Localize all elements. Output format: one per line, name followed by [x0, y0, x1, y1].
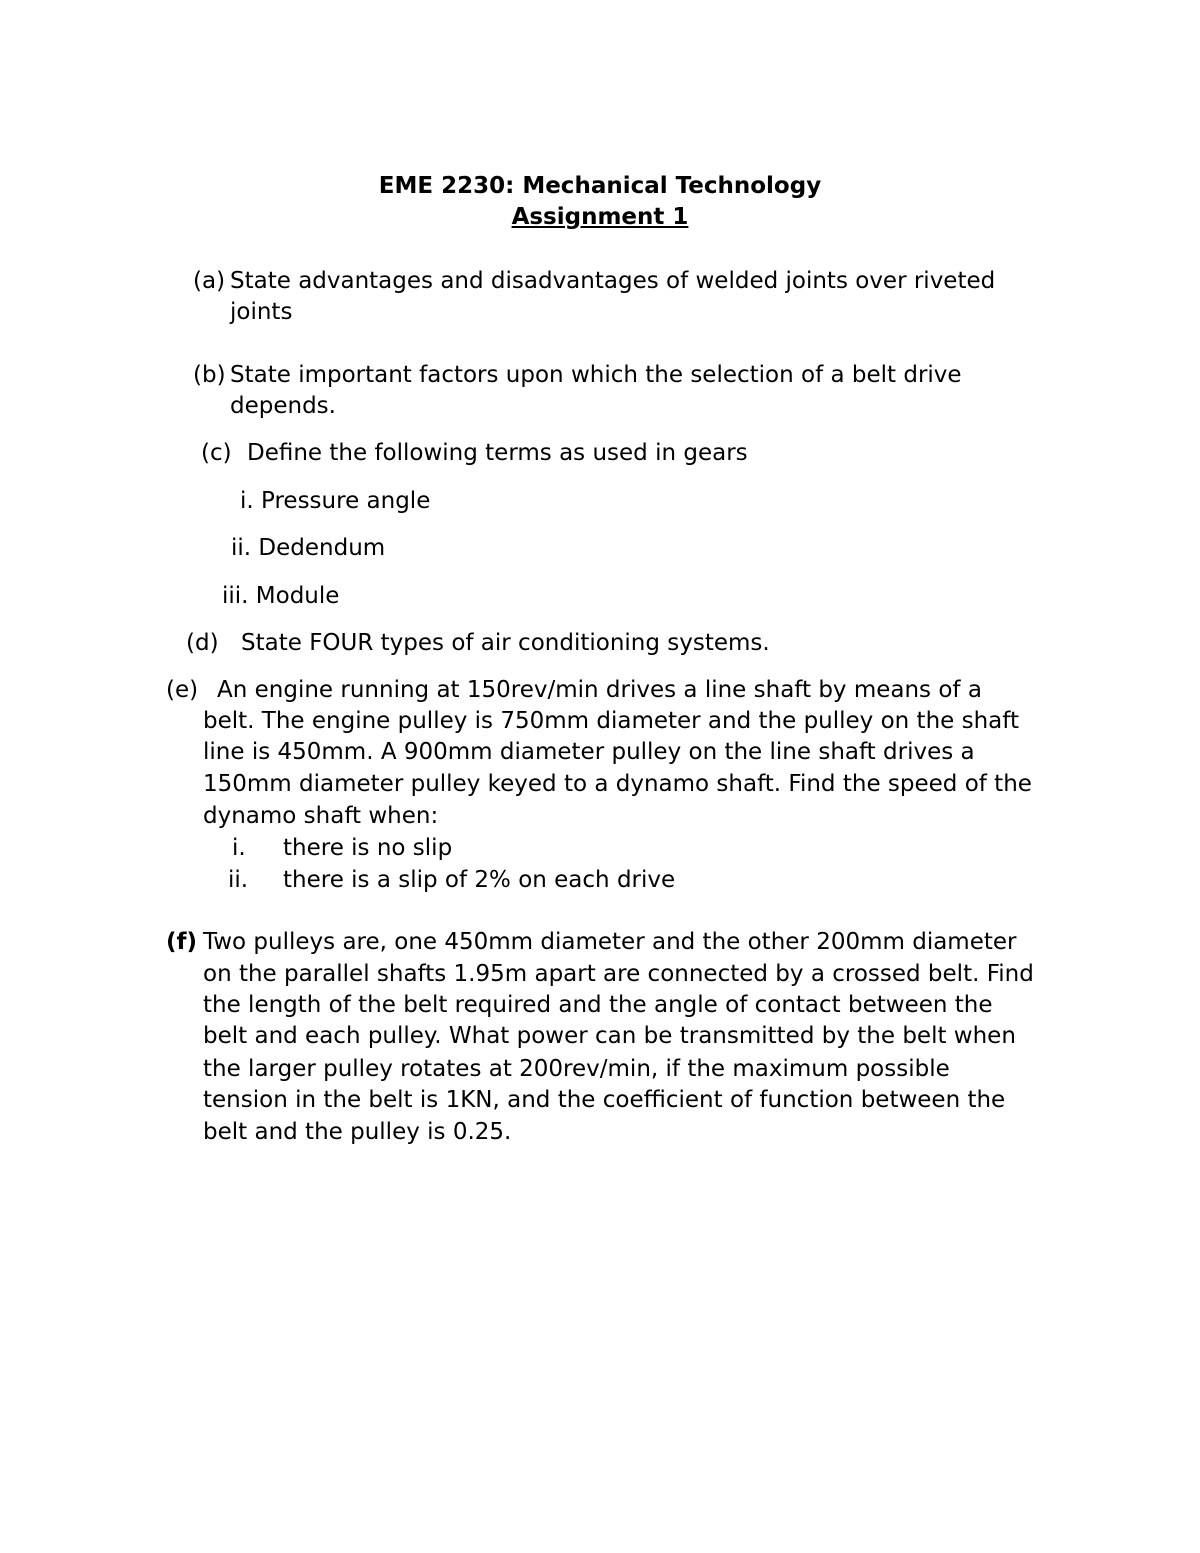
question-f-line: tension in the belt is 1KN, and the coefficient of function between the: [203, 1087, 1006, 1113]
gear-term-item: i. Pressure angle: [240, 488, 431, 514]
assignment-title: Assignment 1: [511, 204, 689, 230]
question-f-line: Two pulleys are, one 450mm diameter and the other 200mm diameter: [203, 929, 1017, 955]
question-e-marker: (e): [166, 677, 199, 703]
question-d-marker: (d): [186, 630, 219, 656]
question-a-line: State advantages and disadvantages of welded joints over riveted: [230, 268, 996, 294]
question-c-text: Define the following terms as used in gears: [247, 440, 748, 466]
question-f-marker: (f): [166, 929, 198, 955]
question-d-text: State FOUR types of air conditioning systems.: [241, 630, 770, 656]
question-b-line: State important factors upon which the selection of a belt drive: [230, 362, 962, 388]
question-f-line: belt and the pulley is 0.25.: [203, 1119, 512, 1145]
question-a-marker: (a): [193, 268, 226, 294]
question-e-line: 150mm diameter pulley keyed to a dynamo shaft. Find the speed of the: [203, 771, 1032, 797]
question-f-line: belt and each pulley. What power can be transmitted by the belt when: [203, 1023, 1016, 1049]
subitem-text: there is a slip of 2% on each drive: [283, 867, 676, 893]
course-title: EME 2230: Mechanical Technology: [378, 173, 822, 199]
question-e-line: dynamo shaft when:: [203, 803, 439, 829]
question-f-line: the length of the belt required and the angle of contact between the: [203, 992, 993, 1018]
subitem-number: i.: [232, 835, 246, 861]
subitem-text: there is no slip: [283, 835, 453, 861]
gear-term-item: iii. Module: [222, 583, 340, 609]
question-c-marker: (c): [201, 440, 232, 466]
gear-term-item: ii. Dedendum: [231, 535, 386, 561]
question-e-line: An engine running at 150rev/min drives a line shaft by means of a: [217, 677, 982, 703]
question-e-line: line is 450mm. A 900mm diameter pulley on the line shaft drives a: [203, 739, 975, 765]
question-f-line: the larger pulley rotates at 200rev/min, if the maximum possible: [203, 1056, 950, 1082]
question-a-line: joints: [230, 299, 293, 325]
question-b-line: depends.: [230, 393, 336, 419]
question-f-line: on the parallel shafts 1.95m apart are connected by a crossed belt. Find: [203, 961, 1034, 987]
subitem-number: ii.: [228, 867, 249, 893]
question-e-line: belt. The engine pulley is 750mm diameter and the pulley on the shaft: [203, 708, 1019, 734]
question-b-marker: (b): [193, 362, 226, 388]
